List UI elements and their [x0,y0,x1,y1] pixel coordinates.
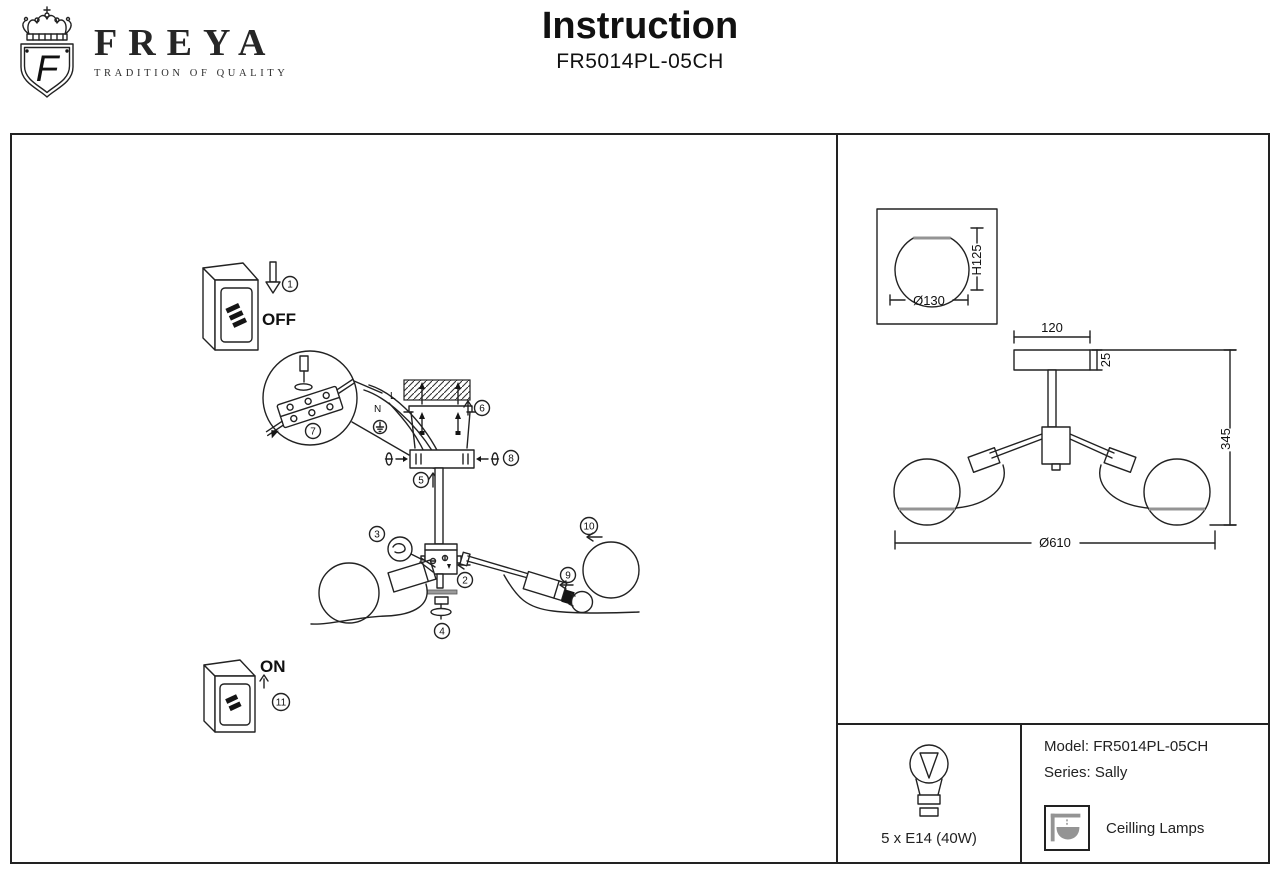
shade-diameter-dim: Ø130 [913,293,945,308]
step-9-number: 9 [565,570,571,582]
ceiling-hatch [404,380,470,400]
step-10-number: 10 [583,521,595,533]
fixture-dimension-drawing [894,320,1236,550]
step-4-number: 4 [439,626,445,638]
freya-crest-icon [14,4,80,98]
step-7-number: 7 [310,426,316,438]
canopy-height-dim: 25 [1098,352,1113,368]
step-11-number: 11 [275,697,287,709]
side-screw-left [386,453,409,465]
left-arm-assembly [311,527,436,625]
brand-name: FREYA [94,22,277,64]
ceiling-lamp-icon [1044,805,1090,851]
shade-height-dim: H125 [969,244,984,276]
arrow-down-icon [266,262,280,293]
model-number: FR5014PL-05CH [556,49,724,73]
brand-tagline: TRADITION OF QUALITY [94,68,289,79]
bulb-spec-cell [838,725,1022,862]
bulb-glass [572,592,593,613]
category-label: Ceilling Lamps [1106,819,1205,837]
power-switch-on [204,657,290,732]
shade-dimension-drawing [877,209,997,324]
step-5-number: 5 [418,475,424,487]
step-8-number: 8 [508,453,514,465]
freya-logo [14,4,288,98]
spec-table [838,723,1268,862]
wire-live-label: L [390,391,396,402]
bulb-icon [899,741,959,825]
screwdriver-icon [300,356,308,382]
step-2-number: 2 [462,575,468,587]
header [0,0,1280,120]
model-info-cell [1022,725,1268,862]
wire-neutral-label: N [374,404,382,415]
step-6-number: 6 [479,403,485,415]
assembly-diagram [12,135,836,862]
on-label: ON [260,657,286,676]
power-switch-off [203,262,298,350]
logo-letter: F [35,48,59,89]
category-row [1044,805,1268,851]
bulb-spec-label: 5 x E14 (40W) [881,829,977,847]
wiring-detail-callout [259,351,409,455]
fixture-diameter-dim: Ø610 [1039,535,1071,550]
step-1-number: 1 [287,279,293,291]
off-label: OFF [262,310,296,329]
page-title: Instruction [541,5,739,47]
instruction-sheet-frame [10,133,1270,864]
series-line: Series: Sally [1044,764,1128,781]
ground-symbol-icon [374,421,387,434]
side-screw-right [476,453,499,465]
model-line: Model: FR5014PL-05CH [1044,738,1209,755]
canopy [386,450,519,488]
fixture-height-dim: 345 [1218,428,1233,450]
step-3-number: 3 [374,529,380,541]
right-arm-assembly [460,518,639,614]
dimension-drawings [838,135,1268,723]
hub-plate [427,590,457,594]
canopy-width-dim: 120 [1041,320,1063,335]
spec-panel [836,135,1268,862]
